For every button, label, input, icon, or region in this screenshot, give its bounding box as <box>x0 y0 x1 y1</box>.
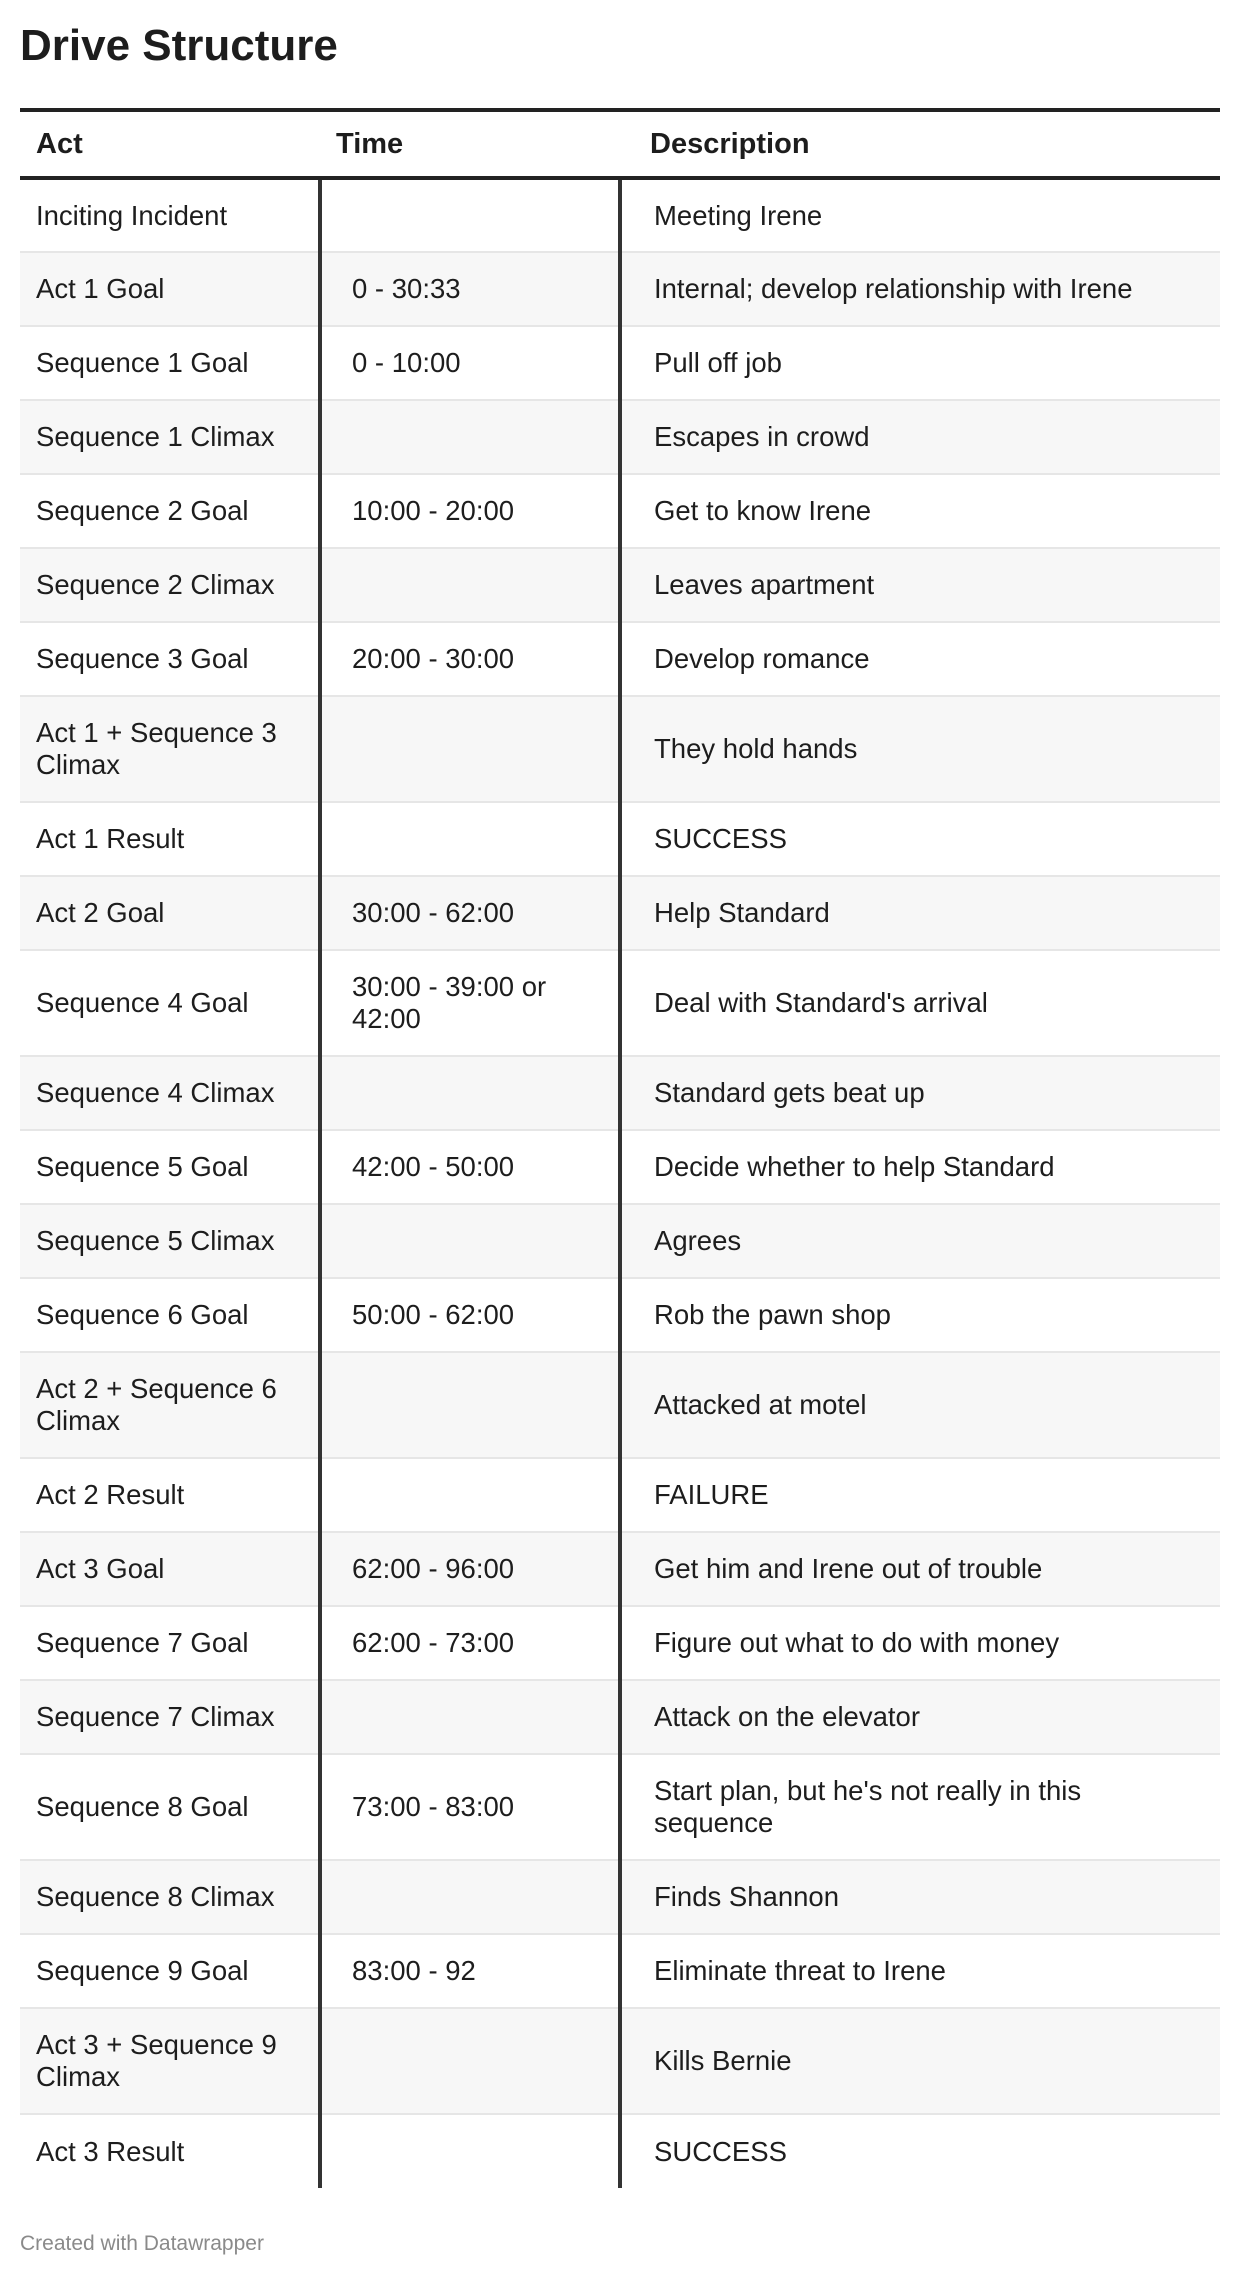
table-row <box>20 1352 1220 1458</box>
cell-time <box>320 1458 620 1532</box>
cell-time: 83:00 - 92 <box>320 1934 620 2008</box>
cell-description: They hold hands <box>620 696 1220 802</box>
cell-act: Sequence 4 Climax <box>20 1056 320 1130</box>
cell-time: 42:00 - 50:00 <box>320 1130 620 1204</box>
table-row <box>20 2008 1220 2114</box>
table-row <box>20 1754 1220 1860</box>
cell-act: Sequence 8 Climax <box>20 1860 320 1934</box>
table-row <box>20 1606 1220 1680</box>
cell-time: 73:00 - 83:00 <box>320 1754 620 1860</box>
cell-act: Sequence 5 Climax <box>20 1204 320 1278</box>
cell-act: Sequence 4 Goal <box>20 950 320 1056</box>
cell-act: Sequence 5 Goal <box>20 1130 320 1204</box>
cell-description: Meeting Irene <box>620 178 1220 252</box>
cell-description: Develop romance <box>620 622 1220 696</box>
cell-act: Act 3 Result <box>36 2135 185 2167</box>
table-row <box>20 1278 1220 1352</box>
cell-description: Escapes in crowd <box>620 400 1220 474</box>
cell-time <box>320 548 620 622</box>
cell-time: 62:00 - 96:00 <box>320 1532 620 1606</box>
cell-time: 30:00 - 62:00 <box>320 876 620 950</box>
cell-act: Sequence 2 Climax <box>20 548 320 622</box>
cell-description: Attacked at motel <box>620 1352 1220 1458</box>
cell-act: Inciting Incident <box>20 178 320 252</box>
cell-description: Help Standard <box>620 876 1220 950</box>
table-row <box>20 400 1220 474</box>
table-row <box>20 1680 1220 1754</box>
cell-time <box>320 1680 620 1754</box>
cell-description: Attack on the elevator <box>620 1680 1220 1754</box>
cell-description: Deal with Standard's arrival <box>620 950 1220 1056</box>
cell-description: Decide whether to help Standard <box>620 1130 1220 1204</box>
column-header-act: Act <box>20 110 320 178</box>
cell-description: Eliminate threat to Irene <box>620 1934 1220 2008</box>
cell-time: 0 - 10:00 <box>320 326 620 400</box>
cell-act: Sequence 2 Goal <box>20 474 320 548</box>
cell-act: Act 1 + Sequence 3 Climax <box>20 696 320 802</box>
cell-act: Act 1 Result <box>20 802 320 876</box>
cell-description: FAILURE <box>620 1458 1220 1532</box>
cell-description: Standard gets beat up <box>620 1056 1220 1130</box>
cell-act: Sequence 6 Goal <box>20 1278 320 1352</box>
table-row <box>20 1934 1220 2008</box>
table-row <box>20 950 1220 1056</box>
cell-time: 20:00 - 30:00 <box>320 622 620 696</box>
cell-act: Act 2 + Sequence 6 Climax <box>20 1352 320 1458</box>
table-row <box>20 2114 1220 2188</box>
cell-time: 50:00 - 62:00 <box>320 1278 620 1352</box>
table-row <box>20 1130 1220 1204</box>
cell-description: Leaves apartment <box>620 548 1220 622</box>
cell-time: 0 - 30:33 <box>320 252 620 326</box>
cell-time <box>320 1056 620 1130</box>
cell-act: Sequence 1 Goal <box>20 326 320 400</box>
table-row <box>20 1860 1220 1934</box>
cell-act: Sequence 7 Goal <box>20 1606 320 1680</box>
column-header-time: Time <box>320 110 620 178</box>
cell-description: Internal; develop relationship with Irene <box>620 252 1220 326</box>
table-header <box>20 110 1220 178</box>
table-row <box>20 326 1220 400</box>
table-row <box>20 1056 1220 1130</box>
table-row <box>20 1204 1220 1278</box>
cell-time <box>320 696 620 802</box>
cell-act: Sequence 7 Climax <box>20 1680 320 1754</box>
cell-time: 10:00 - 20:00 <box>320 474 620 548</box>
table-row <box>20 802 1220 876</box>
cell-description: Get to know Irene <box>620 474 1220 548</box>
cell-description: SUCCESS <box>620 802 1220 876</box>
cell-act: Sequence 3 Goal <box>20 622 320 696</box>
cell-description: Finds Shannon <box>620 1860 1220 1934</box>
cell-time <box>320 2008 620 2114</box>
cell-description: Get him and Irene out of trouble <box>620 1532 1220 1606</box>
table-row <box>20 876 1220 950</box>
table-row <box>20 178 1220 252</box>
cell-act: Sequence 9 Goal <box>20 1934 320 2008</box>
table-row <box>20 622 1220 696</box>
table-row <box>20 1458 1220 1532</box>
cell-time <box>320 1860 620 1934</box>
cell-description: Rob the pawn shop <box>620 1278 1220 1352</box>
cell-time <box>320 802 620 876</box>
cell-act: Act 3 + Sequence 9 Climax <box>20 2008 320 2114</box>
cell-description: Start plan, but he's not really in this sequence <box>620 1754 1220 1860</box>
cell-time: 30:00 - 39:00 or 42:00 <box>320 950 620 1056</box>
table-row <box>20 1532 1220 1606</box>
footer-credit: Created with Datawrapper <box>20 2232 264 2255</box>
cell-time <box>320 400 620 474</box>
cell-act: Sequence 1 Climax <box>20 400 320 474</box>
cell-act: Sequence 8 Goal <box>20 1754 320 1860</box>
cell-time: 62:00 - 73:00 <box>320 1606 620 1680</box>
cell-description: Kills Bernie <box>620 2008 1220 2114</box>
structure-table-container <box>20 108 1220 2188</box>
cell-act: Act 2 Result <box>20 1458 320 1532</box>
cell-time <box>320 2114 620 2188</box>
table-row <box>20 474 1220 548</box>
cell-description: Pull off job <box>620 326 1220 400</box>
table-body <box>20 178 1220 2188</box>
column-header-description: Description <box>620 110 1220 178</box>
cell-act: Act 3 Goal <box>20 1532 320 1606</box>
cell-time <box>320 1204 620 1278</box>
table-row <box>20 696 1220 802</box>
table-row <box>20 252 1220 326</box>
cell-description: Agrees <box>620 1204 1220 1278</box>
page-title: Drive Structure <box>20 21 338 70</box>
cell-time <box>320 1352 620 1458</box>
structure-table <box>20 108 1220 2188</box>
cell-description: SUCCESS <box>620 2114 1220 2188</box>
table-row <box>20 548 1220 622</box>
cell-act: Act 2 Goal <box>20 876 320 950</box>
cell-act: Act 1 Goal <box>20 252 320 326</box>
cell-time <box>320 178 620 252</box>
cell-description: Figure out what to do with money <box>620 1606 1220 1680</box>
table-header-row <box>20 110 1220 178</box>
